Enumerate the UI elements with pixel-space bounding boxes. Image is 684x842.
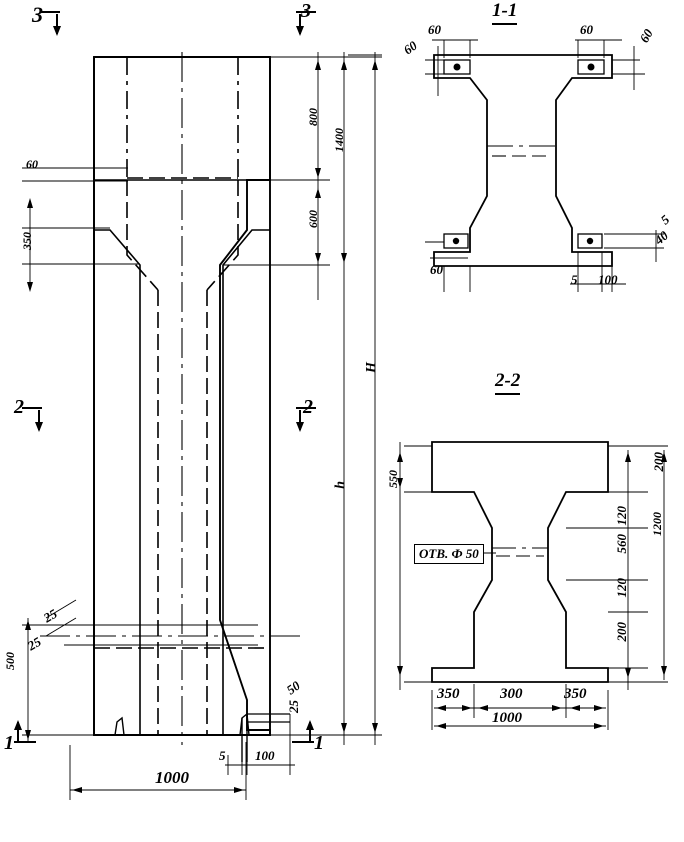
dim-300: 300 <box>500 686 523 702</box>
dim-60-bl: 60 <box>430 262 443 277</box>
dim-100-elevation: 100 <box>255 748 275 763</box>
hole-note-callout: ОТВ. Ф 50 <box>414 544 484 564</box>
dim-60-tl-v: 60 <box>428 22 441 37</box>
dim-350: 350 <box>20 232 34 250</box>
dim-5-br: 5 <box>657 211 673 228</box>
dim-500: 500 <box>3 652 17 670</box>
dim-25-c: 25 <box>286 700 301 713</box>
dim-1000-elevation: 1000 <box>155 768 189 787</box>
mark-3-left: 3 <box>32 2 43 27</box>
dim-60-tr-h: 60 <box>580 22 593 37</box>
dim-1400: 1400 <box>332 128 346 152</box>
mark-3-right: 3 <box>301 0 311 22</box>
mark-1-right: 1 <box>314 732 324 754</box>
dim-50-loop: 50 <box>283 677 303 698</box>
dim-120-top: 120 <box>614 506 629 526</box>
dim-1000-section: 1000 <box>492 710 522 726</box>
dim-h: h <box>333 481 348 489</box>
mark-1-left: 1 <box>4 732 14 754</box>
dim-60-top: 60 <box>26 157 38 171</box>
dim-800: 800 <box>306 108 320 126</box>
dim-600: 600 <box>306 210 320 228</box>
dim-60-tr-v: 60 <box>636 26 656 46</box>
dim-H: H <box>364 362 379 373</box>
dim-200-bot: 200 <box>614 622 629 642</box>
dim-60-tl-h: 60 <box>400 37 420 58</box>
mark-2-left: 2 <box>14 396 24 418</box>
dim-350-right: 350 <box>564 686 587 702</box>
dim-350-left: 350 <box>437 686 460 702</box>
dim-560: 560 <box>614 534 629 554</box>
dim-25-a: 25 <box>40 605 60 626</box>
dim-5-elevation: 5 <box>219 748 226 763</box>
dim-5-bottom-11: 5 <box>571 272 578 287</box>
dim-1200: 1200 <box>650 512 664 536</box>
dim-25-b: 25 <box>24 633 44 654</box>
mark-2-right: 2 <box>303 396 313 418</box>
dim-200-top: 200 <box>651 452 666 472</box>
dim-40-br: 40 <box>651 227 671 248</box>
dim-100-bottom-11: 100 <box>598 272 618 287</box>
section-heading-1-1: 1-1 <box>492 0 517 25</box>
dim-550: 550 <box>386 470 400 488</box>
dim-120-bot: 120 <box>614 578 629 598</box>
section-heading-2-2: 2-2 <box>495 370 520 395</box>
